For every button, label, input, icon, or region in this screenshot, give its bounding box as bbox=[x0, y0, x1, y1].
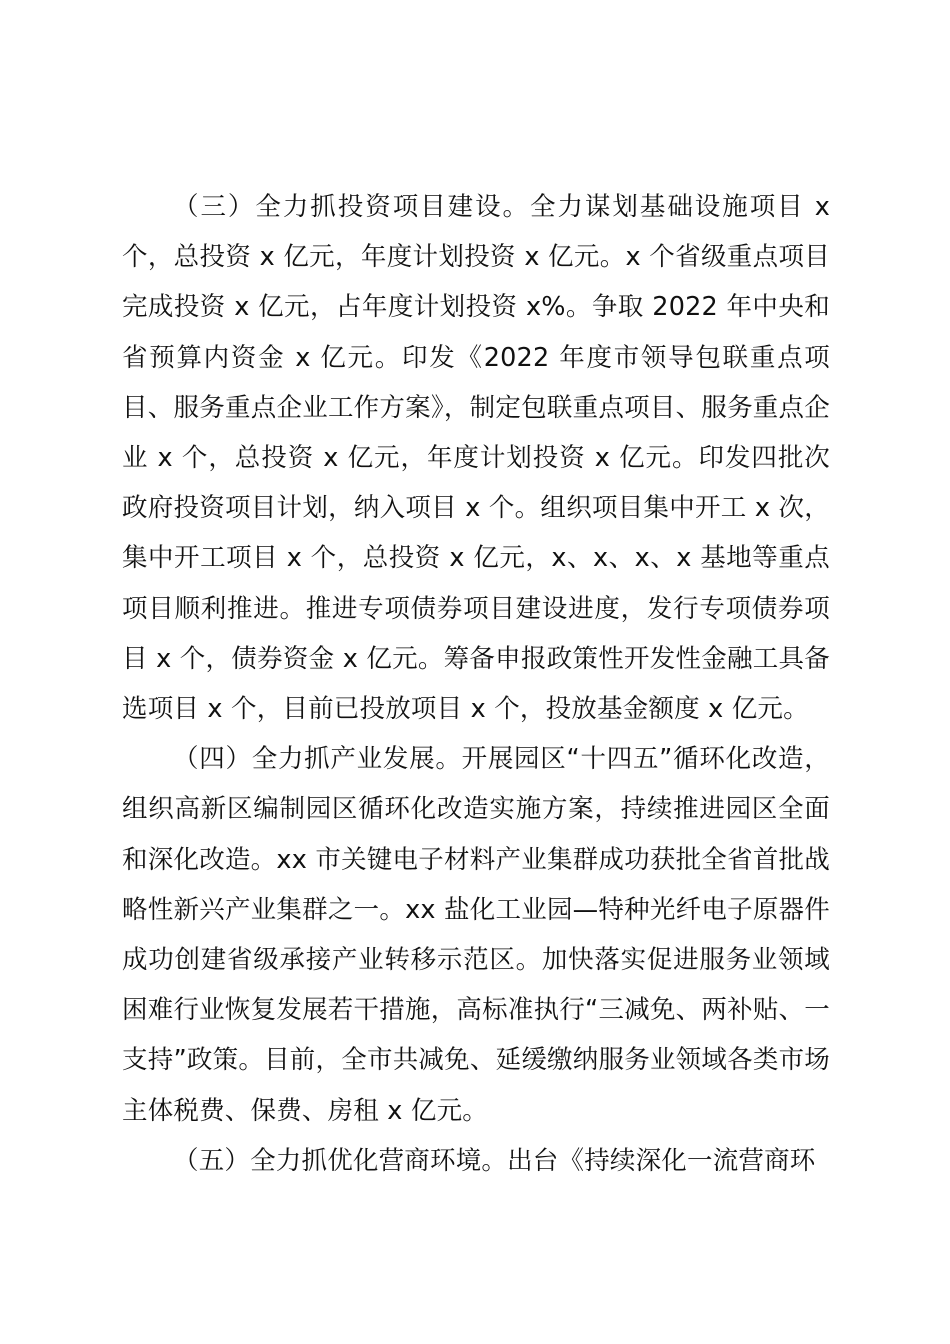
document-body bbox=[122, 182, 830, 1186]
paragraph-industry-development: （四）全力抓产业发展。开展园区“十四五”循环化改造，组织高新区编制园区循环化改造实施方案，持续推进园区全面和深化改造。xx 市关键电子材料产业集群成功获批全省首批战略性新兴产业集群之一。xx 盐化工业园—特种光纤电子原器件成功创建省级承接产业转移示范区。加快落实促进服务业领域困难行业恢复发展若干措施，高标准执行“三减免、两补贴、一支持”政策。目前，全市共减免、延缓缴纳服务业领域各类市场主体税费、保费、房租 x 亿元。 bbox=[122, 744, 830, 1126]
paragraph-investment-projects: （三）全力抓投资项目建设。全力谋划基础设施项目 x 个，总投资 x 亿元，年度计划投资 x 亿元。x 个省级重点项目完成投资 x 亿元，占年度计划投资 x%。争取 2022 年中央和省预算内资金 x 亿元。印发《2022 年度市领导包联重点项目、服务重点企业工作方案》，制定包联重点项目、服务重点企业 x 个，总投资 x 亿元，年度计划投资 x 亿元。印发四批次政府投资项目计划，纳入项目 x 个。组织项目集中开工 x 次，集中开工项目 x 个，总投资 x 亿元，x、x、x、x 基地等重点项目顺利推进。推进专项债券项目建设进度，发行专项债券项目 x 个，债券资金 x 亿元。筹备申报政策性开发性金融工具备选项目 x 个，目前已投放项目 x 个，投放基金额度 x 亿元。 bbox=[122, 192, 830, 725]
paragraph-business-environment: （五）全力抓优化营商环境。出台《持续深化一流营商环 bbox=[173, 1145, 816, 1176]
